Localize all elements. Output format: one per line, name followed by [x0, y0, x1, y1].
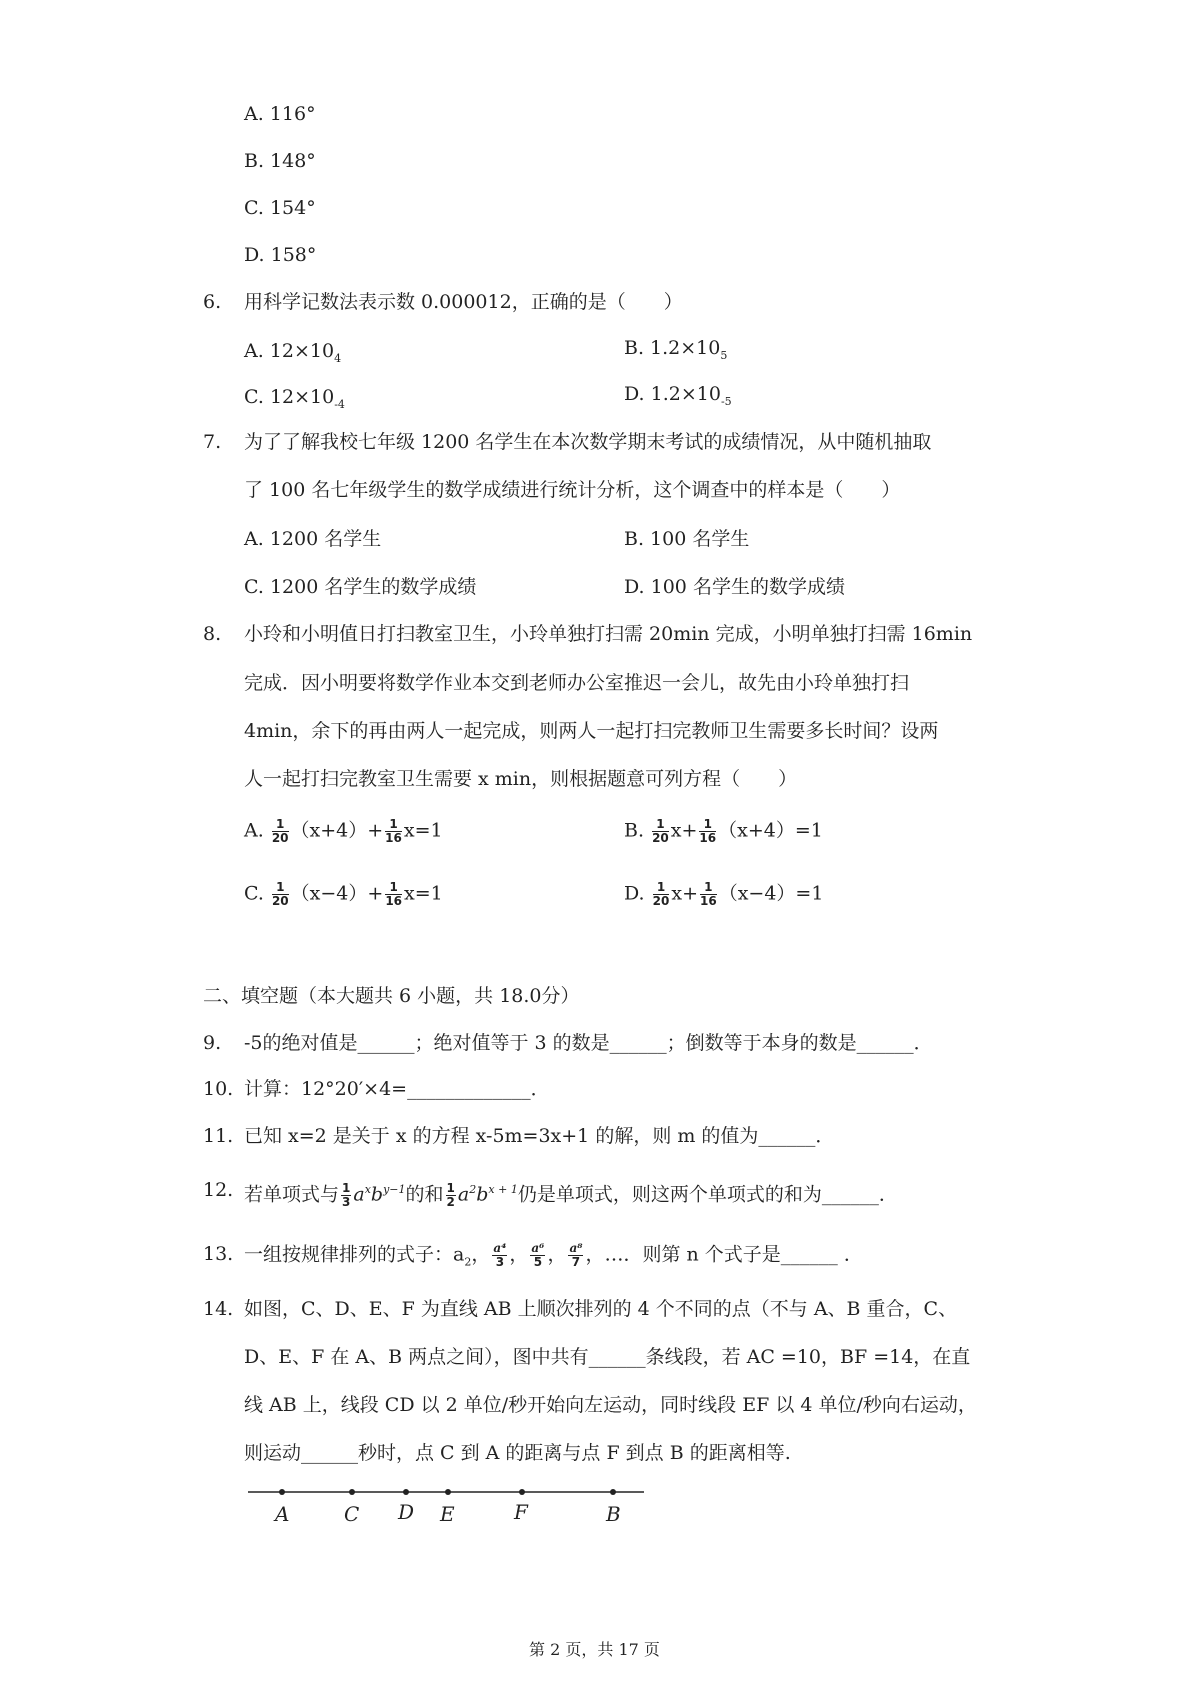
fraction: $\frac{1}{16}$ [385, 817, 402, 845]
q10-number: 10. [203, 1078, 234, 1100]
q5-option-c: C. 154° [244, 197, 316, 219]
label-b: B [606, 1502, 621, 1526]
q8-option-d: D. $\frac{1}{20}$ x+ $\frac{1}{16}$ （x−4）=1 [624, 880, 824, 908]
point-c [349, 1489, 355, 1495]
q6-option-d: D. $1.2\times 10_{-5}$ [624, 383, 732, 408]
q6-option-c: C. $12\times 10_{-4}$ [244, 386, 345, 411]
q14-line3: 线 AB 上，线段 CD 以 2 单位/秒开始向左运动，同时线段 EF 以 4 单位/秒向右运动， [244, 1394, 977, 1416]
q5-option-a: A. 116° [244, 103, 316, 125]
q7-line2: 了 100 名七年级学生的数学成绩进行统计分析，这个调查中的样本是（ ） [244, 479, 901, 501]
page-footer: 第 2 页，共 17 页 [529, 1640, 660, 1659]
point-d [403, 1489, 409, 1495]
q6-number: 6. [203, 291, 222, 313]
q11-text: 已知 x=2 是关于 x 的方程 x-5m=3x+1 的解，则 m 的值为______． [244, 1125, 835, 1147]
q7-line1: 为了了解我校七年级 1200 名学生在本次数学期末考试的成绩情况，从中随机抽取 [244, 431, 932, 453]
q8-line4: 人一起打扫完教室卫生需要 x min，则根据题意可列方程（ ） [244, 768, 798, 790]
point-e [445, 1489, 451, 1495]
fraction: $\frac{1}{20}$ [271, 880, 289, 908]
fraction: $\frac{1}{3}$ [342, 1180, 351, 1209]
q7-option-b: B. 100 名学生 [624, 528, 750, 550]
q8-line1: 小玲和小明值日打扫教室卫生，小玲单独打扫需 20min 完成，小明单独打扫需 16min [244, 623, 973, 645]
q13-number: 13. [203, 1243, 234, 1265]
q8-option-c: C. $\frac{1}{20}$ （x−4）+ $\frac{1}{16}$ x=1 [244, 880, 443, 908]
label-d: D [398, 1500, 415, 1524]
q7-number: 7. [203, 431, 222, 453]
q8-number: 8. [203, 623, 222, 645]
label-a: A [275, 1502, 290, 1526]
q11-number: 11. [203, 1125, 234, 1147]
fraction: $\frac{1}{16}$ [699, 817, 717, 845]
fraction: $\frac{1}{20}$ [652, 817, 669, 845]
q8-option-a: A. $\frac{1}{20}$ （x+4）+ $\frac{1}{16}$ x=1 [244, 817, 443, 845]
q8-line2: 完成．因小明要将数学作业本交到老师办公室推迟一会儿，故先由小玲单独打扫 [244, 672, 910, 694]
q6-stem: 用科学记数法表示数 0.000012，正确的是（ ） [244, 291, 683, 313]
fraction: $\frac{\text{a⁶}}{5}$ [531, 1241, 545, 1269]
fraction: $\frac{1}{16}$ [385, 880, 403, 908]
q7-option-d: D. 100 名学生的数学成绩 [624, 576, 845, 598]
q14-line1: 如图，C、D、E、F 为直线 AB 上顺次排列的 4 个不同的点（不与 A、B 重合，C、 [244, 1298, 958, 1320]
fraction: $\frac{\text{a⁴}}{3}$ [493, 1241, 507, 1269]
fraction: $\frac{1}{20}$ [652, 880, 670, 908]
fraction: $\frac{1}{16}$ [700, 880, 717, 908]
fraction: $\frac{1}{20}$ [271, 817, 289, 845]
q7-option-a: A. 1200 名学生 [244, 528, 382, 550]
label-c: C [344, 1502, 360, 1526]
fraction: $\frac{1}{2}$ [446, 1180, 455, 1209]
q10-text: 计算：12°20′×4=_____________． [244, 1078, 550, 1100]
q9-number: 9. [203, 1032, 222, 1054]
point-f [519, 1489, 525, 1495]
q14-line2: D、E、F 在 A、B 两点之间），图中共有______条线段，若 AC =10，BF =14，在直 [244, 1346, 971, 1368]
q8-option-b: B. $\frac{1}{20}$ x+ $\frac{1}{16}$ （x+4）=1 [624, 817, 823, 845]
q12-number: 12. [203, 1179, 234, 1201]
q12-text: 若单项式与 $\frac{1}{3}$ $a^xb^{y-1}$的和 $\frac{1}{2}$ $a^2b^{x + 1}$仍是单项式，则这两个单项式的和为______． [244, 1180, 898, 1209]
point-a [279, 1489, 285, 1495]
section-heading: 二、填空题（本大题共 6 小题，共 18.0分） [203, 985, 580, 1007]
q6-option-a: A. $12\times 10_4$ [244, 340, 342, 365]
point-b [610, 1489, 616, 1495]
q14-number: 14. [203, 1298, 234, 1320]
q9-text: -5的绝对值是______；绝对值等于 3 的数是______；倒数等于本身的数是______． [244, 1032, 933, 1054]
label-e: E [440, 1502, 455, 1526]
fraction: $\frac{\text{a⁸}}{7}$ [569, 1241, 583, 1269]
q6-option-b: B. $1.2\times 10_5$ [624, 337, 728, 362]
label-f: F [514, 1500, 528, 1524]
q5-option-b: B. 148° [244, 150, 316, 172]
q5-option-d: D. 158° [244, 244, 317, 266]
q7-option-c: C. 1200 名学生的数学成绩 [244, 576, 477, 598]
q8-line3: 4min，余下的再由两人一起完成，则两人一起打扫完教师卫生需要多长时间？设两 [244, 720, 939, 742]
q13-text: 一组按规律排列的式子：$a_2$， $\frac{\text{a⁴}}{3}$ ， $\frac{\text{a⁶}}{5}$ ， $\frac{\text{a⁸}}{7}$ ，…．则第 n 个式子是______ ． [244, 1241, 863, 1269]
line-segment-figure [240, 1478, 660, 1538]
q14-line4: 则运动______秒时，点 C 到 A 的距离与点 F 到点 B 的距离相等. [244, 1442, 791, 1464]
